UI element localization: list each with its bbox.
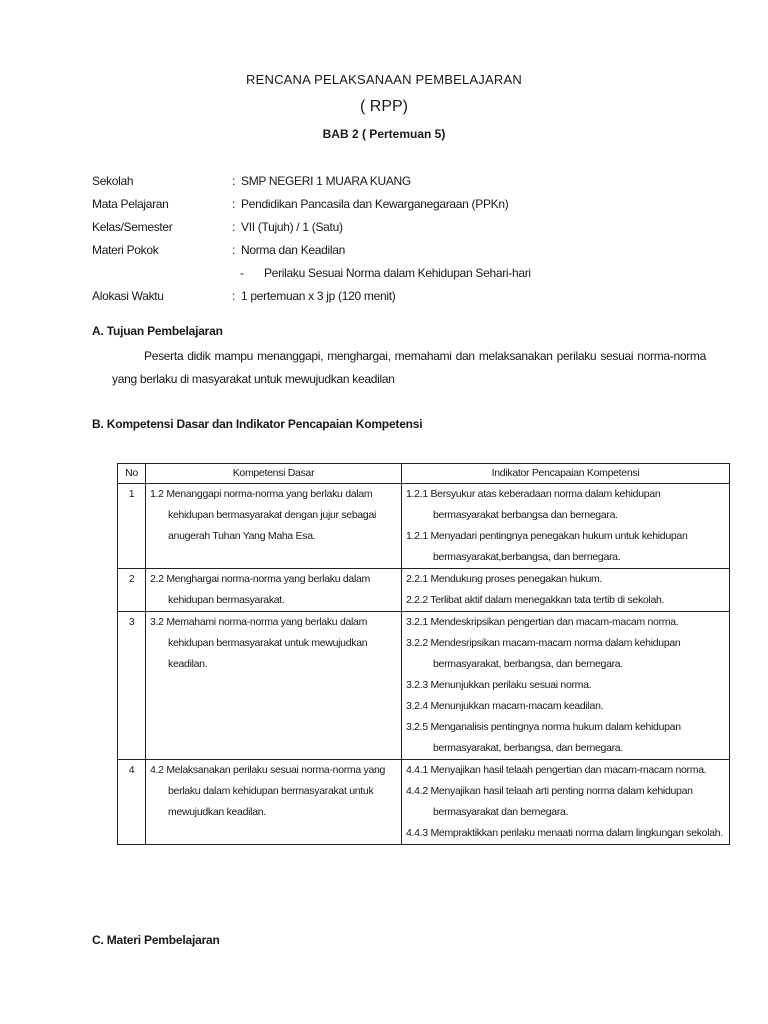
indicator-cell	[402, 612, 730, 760]
row-number: 3	[118, 612, 146, 760]
info-colon: :	[232, 243, 236, 257]
info-label: Kelas/Semester	[92, 220, 173, 234]
competency-cell	[146, 569, 402, 612]
indicator-item: 4.4.3 Mempraktikkan perilaku menaati norma dalam lingkungan sekolah.	[406, 827, 723, 839]
info-value: SMP NEGERI 1 MUARA KUANG	[241, 174, 411, 188]
document-title: RENCANA PELAKSANAAN PEMBELAJARAN	[246, 72, 522, 87]
competency-cell	[146, 760, 402, 845]
header-kd: Kompetensi Dasar	[146, 464, 402, 484]
section-b-heading: B. Kompetensi Dasar dan Indikator Pencapaian Kompetensi	[92, 417, 423, 431]
section-a-text: Peserta didik mampu menanggapi, menghargai, memahami dan melaksanakan perilaku sesuai norma-norma yang berlaku di masyarakat untuk mewujudkan keadilan	[112, 349, 706, 386]
info-value: Norma dan Keadilan	[241, 243, 346, 257]
table-row	[118, 484, 730, 569]
row-number: 4	[118, 760, 146, 845]
info-value: 1 pertemuan x 3 jp (120 menit)	[241, 289, 396, 303]
indicator-item: 4.4.1 Menyajikan hasil telaah pengertian dan macam-macam norma.	[406, 764, 707, 776]
indicator-item: 3.2.2 Mendesripsikan macam-macam norma dalam kehidupan bermasyarakat, berbangsa, dan bernegara.	[406, 637, 681, 670]
document-subtitle: ( RPP)	[360, 98, 408, 115]
section-a-heading: A. Tujuan Pembelajaran	[92, 324, 223, 338]
competency-text: 1.2 Menanggapi norma-norma yang berlaku dalam kehidupan bermasyarakat dengan jujur sebagai anugerah Tuhan Yang Maha Esa.	[150, 488, 377, 542]
row-number: 1	[118, 484, 146, 569]
header-no: No	[118, 464, 146, 484]
indicator-item: 3.2.1 Mendeskripsikan pengertian dan macam-macam norma.	[406, 616, 679, 628]
indicator-cell	[402, 569, 730, 612]
info-value: Perilaku Sesuai Norma dalam Kehidupan Sehari-hari	[264, 266, 531, 280]
indicator-item: 2.2.1 Mendukung proses penegakan hukum.	[406, 573, 603, 585]
info-colon: :	[232, 174, 236, 188]
header-indicator: Indikator Pencapaian Kompetensi	[402, 464, 730, 484]
competency-text: 2.2 Menghargai norma-norma yang berlaku dalam kehidupan bermasyarakat.	[150, 573, 370, 606]
info-label: Mata Pelajaran	[92, 197, 169, 211]
indicator-cell	[402, 484, 730, 569]
competency-cell	[146, 612, 402, 760]
table-row	[118, 612, 730, 760]
competency-text: 4.2 Melaksanakan perilaku sesuai norma-norma yang berlaku dalam kehidupan bermasyarakat untuk mewujudkan keadilan.	[150, 764, 386, 818]
info-label: Sekolah	[92, 174, 134, 188]
competency-table	[117, 463, 730, 845]
indicator-item: 3.2.3 Menunjukkan perilaku sesuai norma.	[406, 679, 592, 691]
info-label: Alokasi Waktu	[92, 289, 164, 303]
table-row	[118, 760, 730, 845]
info-colon: :	[232, 289, 236, 303]
indicator-item: 1.2.1 Menyadari pentingnya penegakan hukum untuk kehidupan bermasyarakat,berbangsa, dan bernegara.	[406, 530, 688, 563]
indicator-item: 2.2.2 Terlibat aktif dalam menegakkan tata tertib di sekolah.	[406, 594, 665, 606]
info-value: Pendidikan Pancasila dan Kewarganegaraan (PPKn)	[241, 197, 509, 211]
indicator-item: 3.2.4 Menunjukkan macam-macam keadilan.	[406, 700, 604, 712]
indicator-item: 3.2.5 Menganalisis pentingnya norma hukum dalam kehidupan bermasyarakat, berbangsa, dan bernegara.	[406, 721, 681, 754]
competency-cell	[146, 484, 402, 569]
info-colon: :	[232, 197, 236, 211]
indicator-cell	[402, 760, 730, 845]
indicator-item: 4.4.2 Menyajikan hasil telaah arti penting norma dalam kehidupan bermasyarakat dan bernegara.	[406, 785, 693, 818]
info-colon: :	[232, 220, 236, 234]
table-row	[118, 569, 730, 612]
competency-text: 3.2 Memahami norma-norma yang berlaku dalam kehidupan bermasyarakat untuk mewujudkan keadilan.	[150, 616, 368, 670]
indicator-item: 1.2.1 Bersyukur atas keberadaan norma dalam kehidupan bermasyarakat berbangsa dan bernegara.	[406, 488, 661, 521]
section-c-heading: C. Materi Pembelajaran	[92, 933, 220, 947]
info-value: VII (Tujuh) / 1 (Satu)	[241, 220, 343, 234]
table-header-row	[118, 464, 730, 484]
info-label: Materi Pokok	[92, 243, 159, 257]
info-dash: -	[240, 266, 244, 280]
chapter-heading: BAB 2 ( Pertemuan 5)	[322, 127, 446, 141]
row-number: 2	[118, 569, 146, 612]
